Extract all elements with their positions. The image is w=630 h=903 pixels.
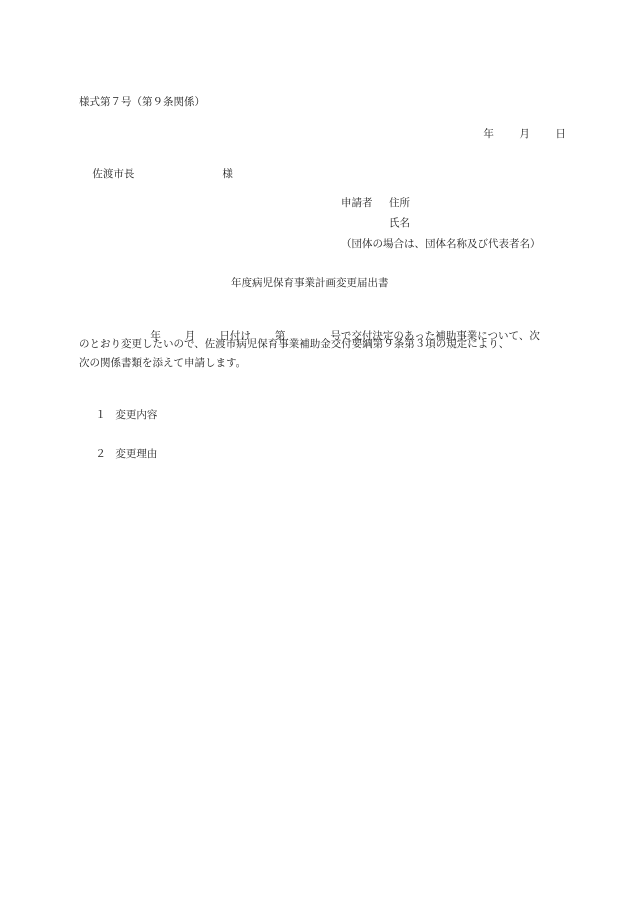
applicant-label: 申請者 <box>341 197 373 209</box>
date-line <box>470 118 566 150</box>
applicant-note: （団体の場合は、団体名称及び代表者名） <box>341 238 541 250</box>
item-label: 変更内容 <box>115 408 158 421</box>
body-number-prefix: 第 <box>274 329 286 342</box>
body-month: 月 <box>184 329 196 342</box>
item-number: １ <box>95 408 106 421</box>
addressee <box>79 158 233 190</box>
form-number: 様式第７号（第９条関係） <box>79 96 205 108</box>
item-label: 変更理由 <box>115 447 158 460</box>
addressee-mayor: 佐渡市長 <box>92 167 135 180</box>
body-day-dated: 日付け <box>219 329 251 342</box>
applicant-address-label: 住所 <box>389 197 410 209</box>
document-title: 年度病児保育事業計画変更届出書 <box>231 277 389 289</box>
applicant-name-label: 氏名 <box>389 217 410 229</box>
item-number: ２ <box>95 447 106 460</box>
body-year: 年 <box>150 329 161 342</box>
date-month-label: 月 <box>519 127 530 140</box>
body-line-2: のとおり変更したいので、佐渡市病児保育事業補助金交付要綱第９条第３項の規定により、 <box>79 338 510 350</box>
body-line-1-rest: 号で交付決定のあった補助事業について、次 <box>330 329 540 342</box>
date-day-label: 日 <box>555 127 566 140</box>
body-line-3: 次の関係書類を添えて申請します。 <box>79 357 247 369</box>
date-year-label: 年 <box>483 127 494 140</box>
item-change-content <box>82 399 157 431</box>
item-change-reason <box>82 438 157 470</box>
addressee-honorific: 様 <box>222 167 233 180</box>
